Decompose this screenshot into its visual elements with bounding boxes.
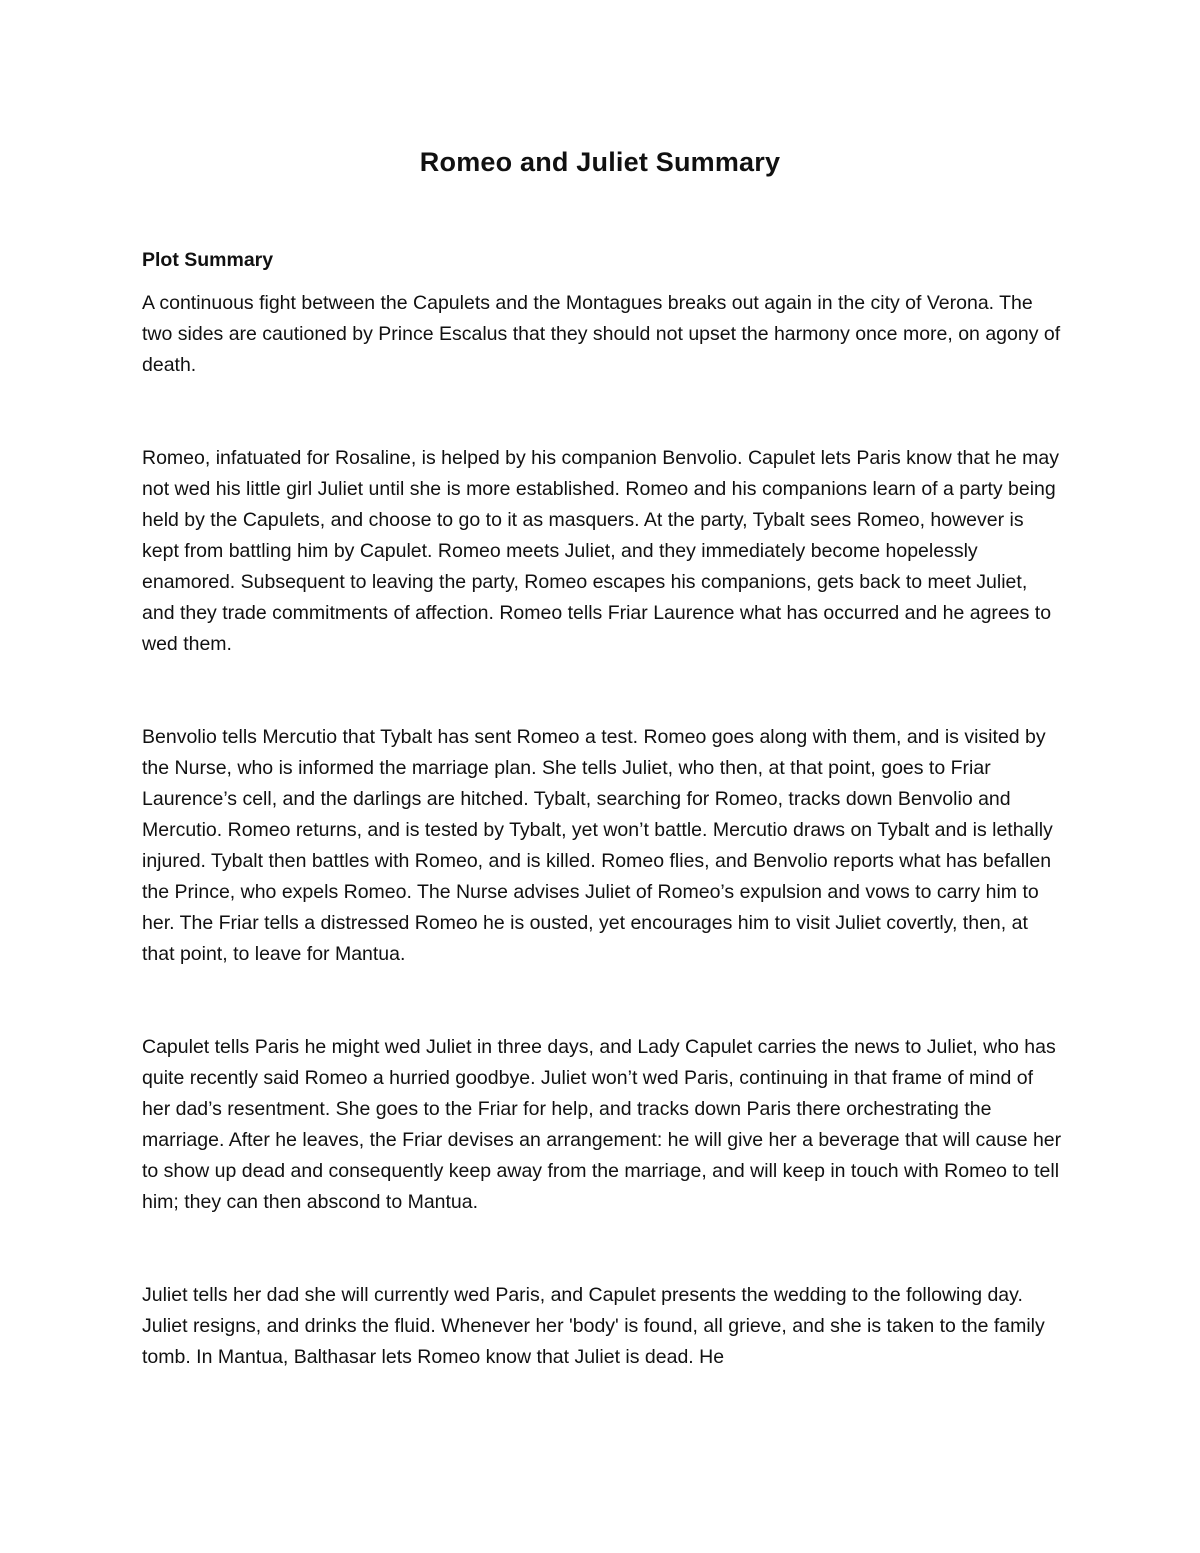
paragraph-5: Juliet tells her dad she will currently wed Paris, and Capulet presents the wedding to the following day. Juliet resigns, and drinks the fluid. Whenever her 'body' is found, all grieve, and she is taken to the family tomb. In Mantua, Balthasar lets Romeo know that Juliet is dead. He xyxy=(142,1284,1045,1368)
document-title: Romeo and Juliet Summary xyxy=(419,147,781,177)
paragraph-3: Benvolio tells Mercutio that Tybalt has sent Romeo a test. Romeo goes along with them, and is visited by the Nurse, who is informed the marriage plan. She tells Juliet, who then, at that point, goes to Friar Laurence’s cell, and the darlings are hitched. Tybalt, searching for Romeo, tracks down Benvolio and Mercutio. Romeo returns, and is tested by Tybalt, yet won’t battle. Mercutio draws on Tybalt and is lethally injured. Tybalt then battles with Romeo, and is killed. Romeo flies, and Benvolio reports what has befallen the Prince, who expels Romeo. The Nurse advises Juliet of Romeo’s expulsion and vows to carry him to her. The Friar tells a distressed Romeo he is ousted, yet encourages him to visit Juliet covertly, then, at that point, to leave for Mantua. xyxy=(142,726,1053,965)
paragraph-1: A continuous fight between the Capulets and the Montagues breaks out again in the city of Verona. The two sides are cautioned by Prince Escalus that they should not upset the harmony once more, on agony of death. xyxy=(142,292,1061,376)
section-heading: Plot Summary xyxy=(142,249,274,271)
paragraph-4: Capulet tells Paris he might wed Juliet in three days, and Lady Capulet carries the news to Juliet, who has quite recently said Romeo a hurried goodbye. Juliet won’t wed Paris, continuing in that frame of mind of her dad’s resentment. She goes to the Friar for help, and tracks down Paris there orchestrating the marriage. After he leaves, the Friar devises an arrangement: he will give her a beverage that will cause her to show up dead and consequently keep away from the marriage, and will keep in touch with Romeo to tell him; they can then abscond to Mantua. xyxy=(142,1036,1062,1213)
document-body xyxy=(142,245,1062,1373)
paragraph-2: Romeo, infatuated for Rosaline, is helped by his companion Benvolio. Capulet lets Paris know that he may not wed his little girl Juliet until she is more established. Romeo and his companions learn of a party being held by the Capulets, and choose to go to it as masquers. At the party, Tybalt sees Romeo, however is kept from battling him by Capulet. Romeo meets Juliet, and they immediately become hopelessly enamored. Subsequent to leaving the party, Romeo escapes his companions, gets back to meet Juliet, and they trade commitments of affection. Romeo tells Friar Laurence what has occurred and he agrees to wed them. xyxy=(142,447,1060,655)
